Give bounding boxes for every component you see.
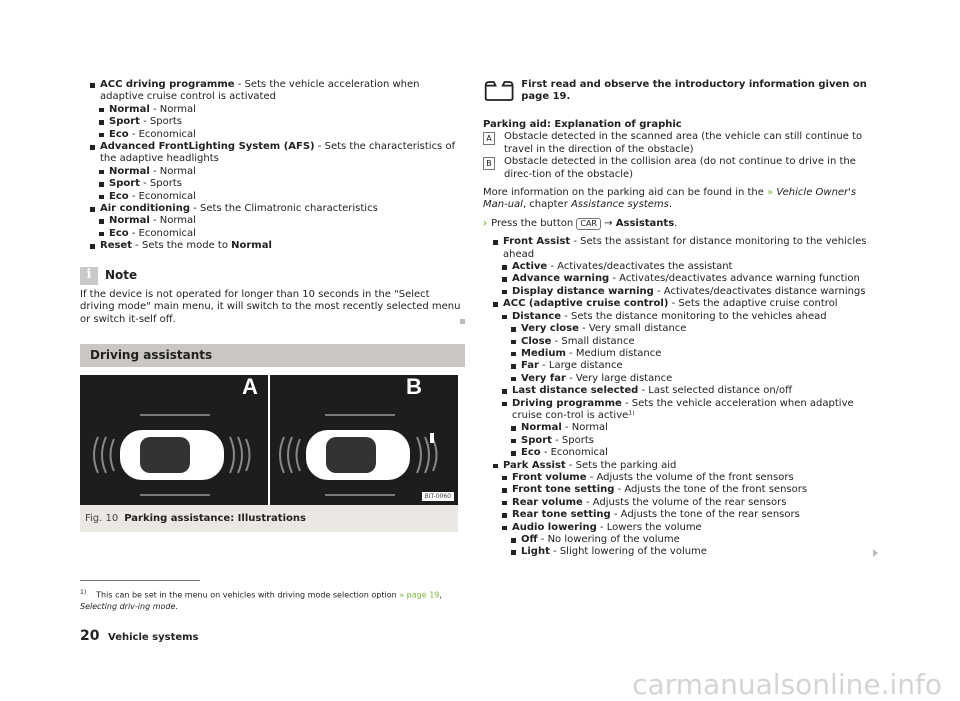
list-item: Last distance selected - Last selected distance on/off — [501, 385, 878, 397]
car-key: CAR — [576, 218, 601, 230]
footnote-page-link[interactable]: » page 19 — [399, 590, 440, 600]
press-instruction: › Press the button CAR → Assistants. — [483, 217, 678, 229]
list-item: Light - Slight lowering of the volume — [510, 546, 878, 558]
figure-caption — [80, 505, 458, 532]
graphic-heading: Parking aid: Explanation of graphic — [483, 119, 682, 130]
parking-figure — [80, 375, 458, 505]
note-header — [80, 267, 465, 285]
legend-key: A — [483, 132, 495, 145]
footnote-rule — [80, 580, 200, 581]
list-item: Far - Large distance — [510, 360, 878, 372]
list-item: Eco - Economical — [98, 191, 465, 203]
list-item: Eco - Economical — [98, 129, 465, 141]
section-title: Driving assistants — [80, 344, 465, 367]
list-item: Eco - Economical — [510, 447, 878, 459]
owner-manual-link[interactable]: » — [767, 187, 777, 199]
list-item: Air conditioning - Sets the Climatronic characteristics — [89, 203, 465, 215]
list-item: Front volume - Adjusts the volume of the front sensors — [501, 472, 878, 484]
list-item: Rear tone setting - Adjusts the tone of the rear sensors — [501, 509, 878, 521]
list-item: ACC (adaptive cruise control) - Sets the adaptive cruise control — [492, 298, 878, 310]
book-icon — [483, 79, 515, 103]
legend-key: B — [483, 157, 495, 170]
note-text: If the device is not operated for longer than 10 seconds in the "Select driving mode" main menu, it will switch to the most recently selected menu or switch it-self off. — [80, 289, 465, 326]
list-item: Front Assist - Sets the assistant for distance monitoring to the vehicles ahead — [492, 236, 878, 261]
section-end-icon — [460, 319, 465, 324]
figure-code: BIT-0060 — [422, 492, 454, 501]
legend-row — [483, 156, 878, 181]
list-item: Sport - Sports — [98, 178, 465, 190]
list-item: ACC driving programme - Sets the vehicle acceleration when adaptive cruise control is activated — [89, 79, 465, 104]
note-title: Note — [105, 268, 138, 283]
list-item: Sport - Sports — [98, 116, 465, 128]
list-item: Front tone setting - Adjusts the tone of the front sensors — [501, 484, 878, 496]
list-item: Medium - Medium distance — [510, 348, 878, 360]
list-item: Very far - Very large distance — [510, 373, 878, 385]
list-item: Normal - Normal — [98, 215, 465, 227]
info-icon: i — [80, 267, 98, 285]
list-item: Rear volume - Adjusts the volume of the rear sensors — [501, 497, 878, 509]
intro-row — [483, 79, 878, 105]
list-item: Display distance warning - Activates/deactivates distance warnings — [501, 286, 878, 298]
figure-number: Fig. 10 — [85, 512, 119, 524]
left-list — [80, 79, 465, 240]
watermark: carmanualsonline.info — [632, 668, 942, 701]
list-item: Close - Small distance — [510, 336, 878, 348]
figure-divider — [268, 375, 270, 505]
list-item: Advanced FrontLighting System (AFS) - Sets the characteristics of the adaptive headlights — [89, 141, 465, 166]
figure-caption-text: Parking assistance: Illustrations — [124, 512, 306, 524]
page-number: 20 — [80, 628, 100, 644]
list-item: Normal - Normal — [98, 104, 465, 116]
list-item: Eco - Economical — [98, 228, 465, 240]
list-item-reset: Reset - Sets the mode to Normal — [89, 240, 465, 252]
more-info: More information on the parking aid can be found in the » Vehicle Owner's Man-ual, chapter Assistance systems. — [483, 187, 857, 211]
list-item: Off - No lowering of the volume — [510, 534, 878, 546]
right-list — [483, 236, 878, 559]
intro-text: First read and observe the introductory information given on page 19. — [521, 79, 867, 103]
list-item: Audio lowering - Lowers the volume — [501, 522, 878, 534]
left-column — [80, 79, 465, 532]
right-column — [483, 79, 878, 559]
list-item: Active - Activates/deactivates the assistant — [501, 261, 878, 273]
list-item: Sport - Sports — [510, 435, 878, 447]
figure-label-b: B — [406, 373, 422, 399]
legend — [483, 131, 878, 181]
footnote: $^{1)}$ This can be set in the menu on vehicles with driving mode selection option » page 19, Selecting driv-ing mode. — [80, 589, 442, 611]
list-item: Normal - Normal — [98, 166, 465, 178]
list-item: Normal - Normal — [510, 422, 878, 434]
list-item: Park Assist - Sets the parking aid — [492, 460, 878, 472]
continue-arrow-icon — [873, 549, 878, 557]
legend-row — [483, 131, 878, 156]
page-section: Vehicle systems — [108, 632, 199, 643]
list-item: Advance warning - Activates/deactivates advance warning function — [501, 273, 878, 285]
list-item: Very close - Very small distance — [510, 323, 878, 335]
list-item: Driving programme - Sets the vehicle acceleration when adaptive cruise con-trol is active¹⁾ — [501, 398, 878, 423]
list-item: Distance - Sets the distance monitoring to the vehicles ahead — [501, 311, 878, 323]
figure-label-a: A — [242, 373, 258, 399]
legend-text: Obstacle detected in the collision area (do not continue to drive in the direc-tion of the obstacle) — [504, 156, 856, 180]
step-arrow-icon: › — [483, 217, 488, 229]
legend-text: Obstacle detected in the scanned area (the vehicle can still continue to travel in the direction of the obstacle) — [504, 131, 863, 155]
